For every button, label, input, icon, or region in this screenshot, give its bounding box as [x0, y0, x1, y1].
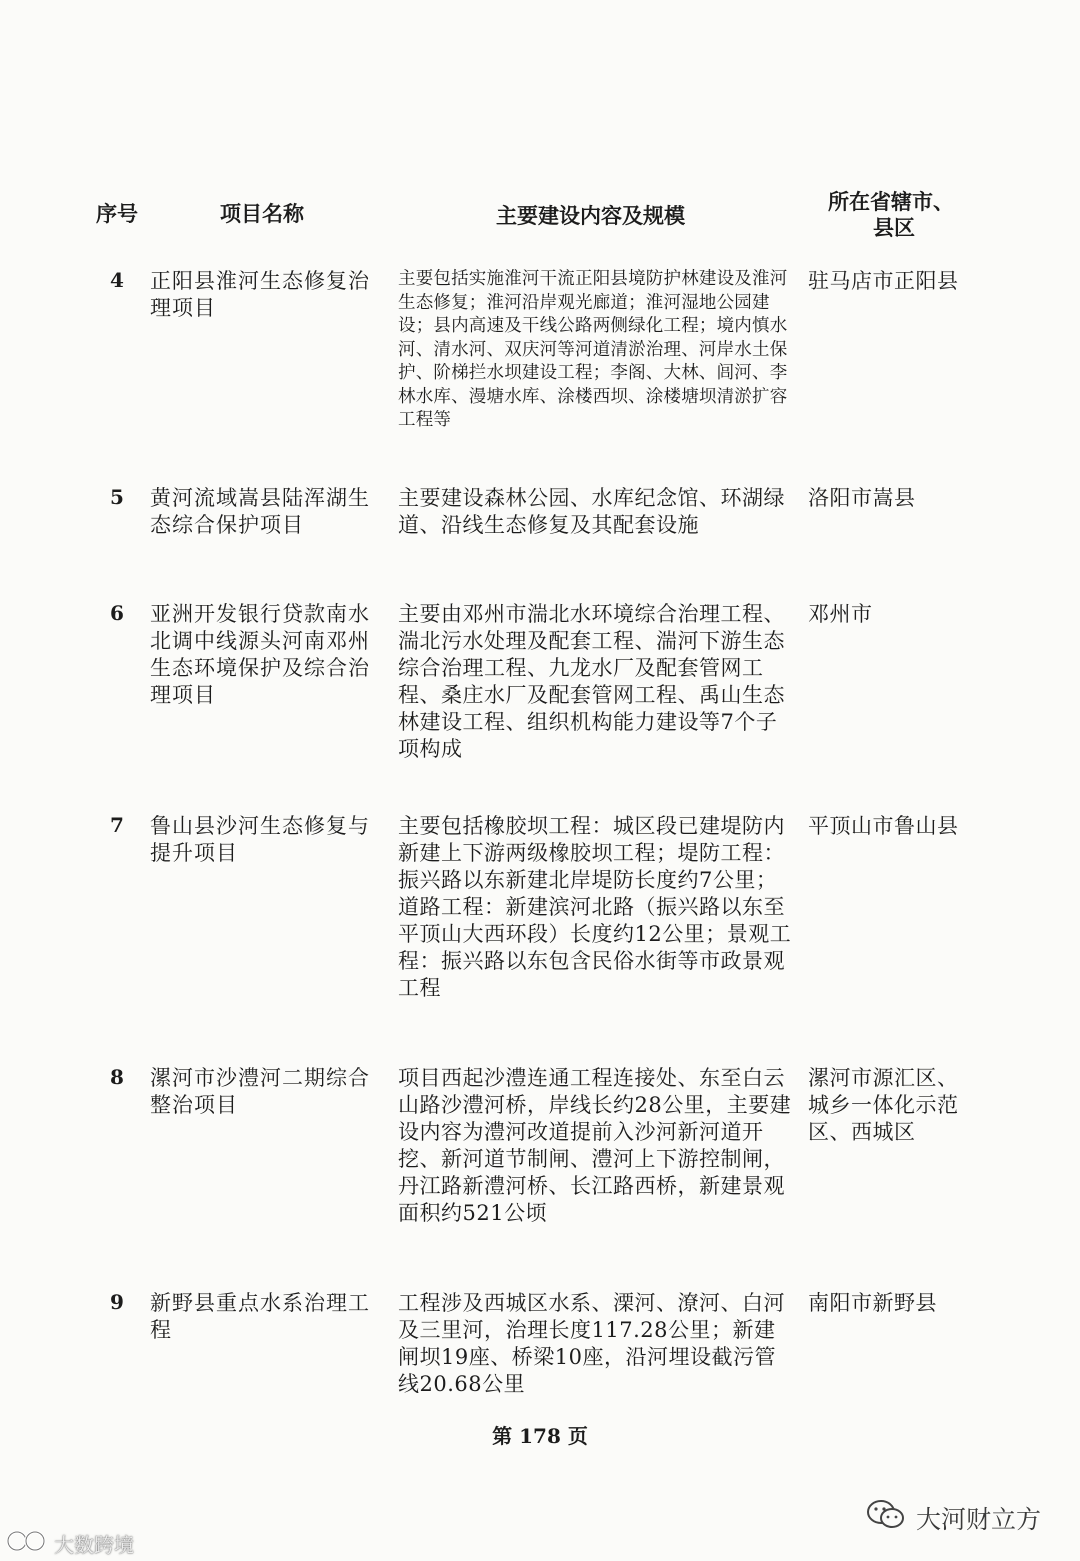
row-seq: 8 [110, 1065, 124, 1089]
row-seq: 9 [110, 1290, 124, 1314]
row-location: 驻马店市正阳县 [808, 269, 959, 293]
row-name: 新野县重点水系治理工程 [150, 1291, 370, 1342]
header-location-line1: 所在省辖市、 [828, 190, 954, 214]
header-location-line2: 县区 [873, 216, 915, 240]
row-location: 邓州市 [808, 602, 873, 626]
row-content: 工程涉及西城区水系、溧河、潦河、白河及三里河，治理长度117.28公里；新建闸坝19座、桥梁10座，沿河埋设截污管线20.68公里 [398, 1291, 785, 1396]
row-name: 漯河市沙澧河二期综合整治项目 [150, 1066, 370, 1117]
row-content: 主要由邓州市湍北水环境综合治理工程、湍北污水处理及配套工程、湍河下游生态综合治理工程、九龙水厂及配套管网工程、桑庄水厂及配套管网工程、禹山生态林建设工程、组织机构能力建设等7个子项构成 [398, 602, 785, 761]
row-seq: 7 [110, 813, 124, 837]
header-seq: 序号 [96, 202, 138, 226]
row-content: 主要包括实施淮河干流正阳县境防护林建设及淮河生态修复；淮河沿岸观光廊道；淮河湿地公园建设；县内高速及干线公路两侧绿化工程；境内慎水河、清水河、双庆河等河道清淤治理、河岸水土保护、阶梯拦水坝建设工程；李阁、大林、闾河、李林水库、漫塘水库、涂楼西坝、涂楼塘坝清淤扩容工程等 [398, 269, 788, 430]
header-name: 项目名称 [220, 202, 304, 226]
row-content: 项目西起沙澧连通工程连接处、东至白云山路沙澧河桥，岸线长约28公里，主要建设内容为澧河改道提前入沙河新河道开挖、新河道节制闸、澧河上下游控制闸，丹江路新澧河桥、长江路西桥，新建景观面积约521公顷 [398, 1066, 792, 1225]
row-content: 主要包括橡胶坝工程：城区段已建堤防内新建上下游两级橡胶坝工程；堤防工程：振兴路以东新建北岸堤防长度约7公里；道路工程：新建滨河北路（振兴路以东至平顶山大西环段）长度约12公里；景观工程：振兴路以东包含民俗水街等市政景观工程 [398, 814, 792, 1000]
row-location: 漯河市源汇区、城乡一体化示范区、西城区 [808, 1066, 959, 1144]
watermark-left-text: 大数跨境 [54, 1533, 134, 1557]
row-seq: 5 [110, 485, 124, 509]
dashu-logo-icon [6, 1528, 48, 1559]
row-content: 主要建设森林公园、水库纪念馆、环湖绿道、沿线生态修复及其配套设施 [398, 486, 785, 537]
row-location: 洛阳市嵩县 [808, 486, 916, 510]
row-location: 南阳市新野县 [808, 1291, 937, 1315]
row-name: 亚洲开发银行贷款南水北调中线源头河南邓州生态环境保护及综合治理项目 [150, 602, 370, 707]
watermark-left [6, 1528, 134, 1559]
row-name: 鲁山县沙河生态修复与提升项目 [150, 814, 370, 865]
row-seq: 6 [110, 601, 124, 625]
watermark-right [866, 1498, 1041, 1538]
page-number: 第 178 页 [492, 1424, 588, 1448]
wechat-icon [866, 1498, 906, 1538]
row-seq: 4 [110, 268, 124, 292]
watermark-right-text: 大河财立方 [916, 1505, 1042, 1534]
row-location: 平顶山市鲁山县 [808, 814, 959, 838]
row-name: 黄河流域嵩县陆浑湖生态综合保护项目 [150, 486, 370, 537]
row-name: 正阳县淮河生态修复治理项目 [150, 269, 370, 320]
header-content: 主要建设内容及规模 [496, 204, 685, 228]
